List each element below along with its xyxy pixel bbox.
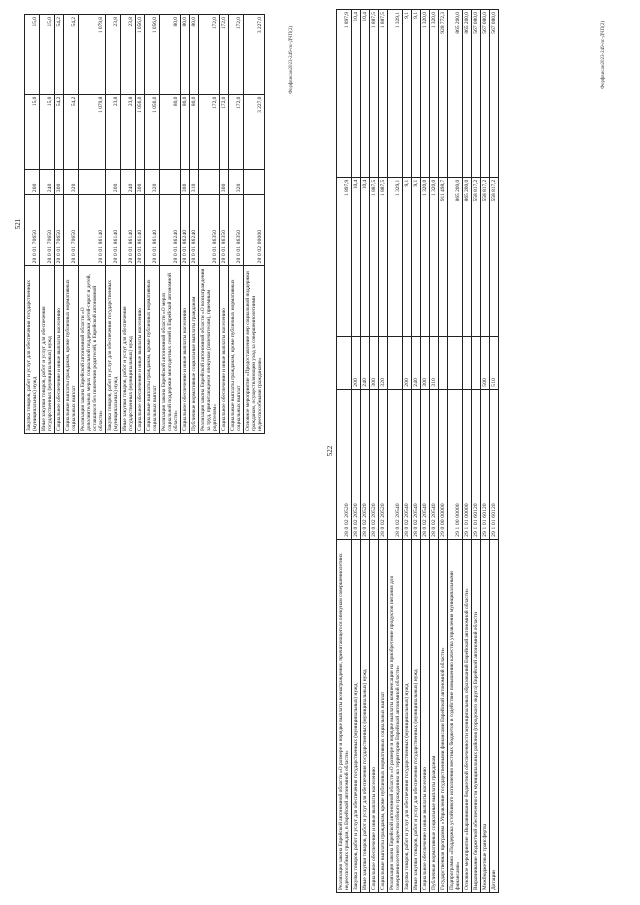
row-amount-1: 172,0 [220,94,229,169]
row-amount-2: 54,2 [55,15,64,95]
row-code: 28 0 01 70650 [64,195,79,266]
row-expense-type [337,336,352,389]
table-row [490,10,499,893]
row-code: 28 0 02 20520 [352,389,361,539]
row-name: Государственная программа «Управление государственными финансами Еврейской автономной области» [439,539,448,892]
row-amount-1: 1 320,0 [421,177,430,336]
row-expense-type: 300 [421,336,430,389]
row-expense-type: 320 [64,170,79,195]
row-name: Реализация закона Еврейской автономной области «О мерах социальной поддержки многодетных семей в Еврейской автономной области» [160,266,181,434]
row-name: Иные закупки товаров, работ и услуг для обеспечения государственных (муниципальных) нужд [412,539,421,892]
row-amount-2: 80,0 [181,15,190,95]
row-expense-type [160,170,181,195]
row-amount-1: 10,4 [361,177,370,336]
row-name: Иные закупки товаров, работ и услуг для обеспечения государственных (муниципальных) нужд [361,539,370,892]
row-code: 29 1 01 60120 [472,389,481,539]
table-row [421,10,430,893]
row-name: Подпрограмма «Поддержка устойчивого исполнения местных бюджетов и содействие повышению качества управления муниципальными финансами» [448,539,463,892]
row-amount-1: 80,0 [190,94,199,169]
table-row [181,15,190,434]
row-name: Закупка товаров, работ и услуг для обеспечения государственных (муниципальных) нужд [106,266,121,434]
table-row [25,15,40,434]
table-row [79,15,106,434]
row-amount-1: 9,1 [412,177,421,336]
row-amount-2: 1 056,0 [145,15,160,95]
row-amount-2: 80,0 [190,15,199,95]
row-amount-2: 172,0 [199,15,220,95]
row-amount-1: 558 817,2 [472,177,481,336]
budget-table [24,14,265,434]
row-amount-1: 1 056,0 [136,94,145,169]
table-row [160,15,181,434]
row-expense-type: 200 [403,336,412,389]
row-amount-1: 23,8 [121,94,136,169]
table-row [463,10,472,893]
table-row [481,10,490,893]
row-amount-1: 1 329,1 [388,177,403,336]
table-row [430,10,439,893]
row-expense-type [388,336,403,389]
row-amount-2: 10,4 [361,10,370,178]
row-code: 28 0 02 20520 [361,389,370,539]
row-name: Закупка товаров, работ и услуг для обеспечения государственных (муниципальных) нужд [403,539,412,892]
row-name: Реализация закона Еврейской автономной области «О вознаграждении за труд, причитающемся опекунам (попечителям), приемным родителям» [199,266,220,434]
row-name: Реализация закона Еврейской автономной области «О дополнительных мерах социальной поддержки детей-сирот и детей, оставшихся без попечения родителей, в Еврейской автономной области» [79,266,106,434]
row-code: 28 0 01 70650 [40,195,55,266]
row-amount-1: 1 897,9 [337,177,352,336]
row-amount-1: 54,2 [55,94,64,169]
row-expense-type: 300 [55,170,64,195]
table-row [244,15,265,434]
table-row [229,15,244,434]
row-expense-type: 300 [220,170,229,195]
row-expense-type: 300 [136,170,145,195]
row-expense-type [244,170,265,195]
table-row [352,10,361,893]
table-row [106,15,121,434]
row-amount-2: 1 056,0 [136,15,145,95]
row-name: Социальное обеспечение и иные выплаты населению [421,539,430,892]
row-name: Основное мероприятие «Предоставление мер социальной поддержки гражданам, осуществляющим уход за совершеннолетними недееспособными гражданами» [244,266,265,434]
table-row [199,15,220,434]
row-amount-2: 80,0 [160,15,181,95]
row-name: Социальные выплаты гражданам, кроме публичных нормативных социальных выплат [379,539,388,892]
row-amount-2: 3 227,0 [244,15,265,95]
row-amount-2: 567 080,0 [472,10,481,178]
row-name: Иные закупки товаров, работ и услуг для обеспечения государственных (муниципальных) нужд [40,266,55,434]
table-row [55,15,64,434]
row-name: Социальные выплаты гражданам, кроме публичных нормативных социальных выплат [229,266,244,434]
row-amount-2: 928 772,3 [439,10,448,178]
row-code: 28 0 02 20540 [388,389,403,539]
footer-code: Форфвисан2023-249-пс-ДЧП(2) [289,26,294,94]
row-amount-2: 15,0 [40,15,55,95]
row-amount-1: 1 079,8 [79,94,106,169]
row-expense-type: 320 [145,170,160,195]
row-expense-type [448,336,463,389]
row-code: 28 0 01 86140 [121,195,136,266]
row-amount-2: 865 200,0 [448,10,463,178]
row-code: 29 1 00 00000 [448,389,463,539]
table-row [448,10,463,893]
row-amount-1: 1 320,0 [430,177,439,336]
row-expense-type: 240 [40,170,55,195]
row-amount-2: 9,1 [412,10,421,178]
row-amount-1: 15,0 [25,94,40,169]
row-amount-1: 1 887,5 [379,177,388,336]
row-name: Закупка товаров, работ и услуг для обеспечения государственных (муниципальных) нужд [25,266,40,434]
row-expense-type: 320 [229,170,244,195]
row-name: Выравнивание бюджетной обеспеченности муниципальных районов (городского округа) Еврейской автономной области [472,539,481,892]
row-amount-1: 172,0 [199,94,220,169]
table-row [121,15,136,434]
row-name: Иные закупки товаров, работ и услуг для обеспечения государственных (муниципальных) нужд [121,266,136,434]
row-amount-2: 1 320,0 [430,10,439,178]
row-amount-1: 911 498,7 [439,177,448,336]
row-amount-2: 567 080,0 [490,10,499,178]
row-name: Социальное обеспечение и иные выплаты населению [136,266,145,434]
row-expense-type: 240 [361,336,370,389]
row-name: Социальное обеспечение и иные выплаты населению [181,266,190,434]
row-amount-2: 1 329,1 [388,10,403,178]
page-number: 522 [326,445,334,457]
row-amount-2: 23,8 [121,15,136,95]
row-name: Основное мероприятие «Выравнивание бюджетной обеспеченности муниципальных образований Еврейской автономной области» [463,539,472,892]
row-amount-2: 567 080,0 [481,10,490,178]
row-name: Социальное обеспечение и иные выплаты населению [370,539,379,892]
row-amount-2: 1 079,8 [79,15,106,95]
row-amount-1: 80,0 [181,94,190,169]
table-row [403,10,412,893]
row-name: Социальные выплаты гражданам, кроме публичных нормативных социальных выплат [64,266,79,434]
row-expense-type: 500 [481,336,490,389]
row-expense-type [439,336,448,389]
table-row [220,15,229,434]
row-code: 29 1 01 60120 [490,389,499,539]
row-amount-1: 865 200,0 [463,177,472,336]
row-code: 28 0 01 86240 [160,195,181,266]
row-amount-1: 80,0 [160,94,181,169]
table-row [472,10,481,893]
row-name: Социальные выплаты гражданам, кроме публичных нормативных социальных выплат [145,266,160,434]
page-521 [8,14,298,434]
row-amount-1: 172,0 [229,94,244,169]
table-row [136,15,145,434]
row-amount-1: 10,4 [352,177,361,336]
row-amount-1: 54,2 [64,94,79,169]
row-code: 28 0 02 20540 [403,389,412,539]
row-amount-1: 558 817,2 [490,177,499,336]
page-522 [320,9,610,893]
table-row [337,10,352,893]
footer-code: Форфвисан2023-249-пс-ДЧП(2) [601,21,606,89]
row-expense-type: 200 [25,170,40,195]
row-amount-2: 1 320,0 [421,10,430,178]
row-name: Социальное обеспечение и иные выплаты населению [55,266,64,434]
row-amount-2: 172,0 [220,15,229,95]
row-code: 28 0 01 86350 [220,195,229,266]
row-amount-2: 54,2 [64,15,79,95]
row-amount-1: 865 200,0 [448,177,463,336]
row-name: Реализация закона Еврейской автономной области «О размере и порядке выплаты компенсации на приобретение продуктов питания для совершеннолетнего недееспособного гражданина на территории Еврейской автономной области» [388,539,403,892]
row-expense-type [199,170,220,195]
row-amount-2: 15,0 [25,15,40,95]
row-expense-type: 240 [121,170,136,195]
row-code: 28 0 01 86140 [136,195,145,266]
row-expense-type: 310 [430,336,439,389]
row-expense-type: 200 [106,170,121,195]
row-code: 28 0 02 20520 [379,389,388,539]
row-code: 29 1 01 00000 [463,389,472,539]
row-amount-1: 1 887,5 [370,177,379,336]
row-code: 28 0 02 00000 [244,195,265,266]
table-row [370,10,379,893]
row-name: Закупка товаров, работ и услуг для обеспечения государственных (муниципальных) нужд [352,539,361,892]
table-row [64,15,79,434]
row-code: 28 0 01 86240 [181,195,190,266]
row-code: 29 1 01 60120 [481,389,490,539]
row-amount-2: 10,4 [352,10,361,178]
table-row [145,15,160,434]
row-amount-2: 1 887,5 [379,10,388,178]
row-amount-2: 23,8 [106,15,121,95]
row-amount-1: 3 227,0 [244,94,265,169]
row-code: 28 0 01 70650 [25,195,40,266]
row-expense-type [463,336,472,389]
table-row [379,10,388,893]
row-code: 28 0 01 86140 [145,195,160,266]
row-amount-2: 9,1 [403,10,412,178]
row-expense-type [472,336,481,389]
budget-table [336,9,499,893]
row-expense-type: 300 [370,336,379,389]
row-code: 29 0 00 00000 [439,389,448,539]
table-row [388,10,403,893]
table-row [412,10,421,893]
row-amount-1: 558 817,2 [481,177,490,336]
row-name: Социальное обеспечение и иные выплаты населению [220,266,229,434]
row-expense-type [79,170,106,195]
row-expense-type: 200 [352,336,361,389]
row-amount-1: 9,1 [403,177,412,336]
row-code: 28 0 01 86350 [199,195,220,266]
row-amount-2: 1 897,9 [337,10,352,178]
row-expense-type: 240 [412,336,421,389]
row-amount-1: 15,0 [40,94,55,169]
row-amount-2: 1 887,5 [370,10,379,178]
row-name: Публичные нормативные социальные выплаты гражданам [190,266,199,434]
row-expense-type: 320 [379,336,388,389]
row-expense-type: 310 [190,170,199,195]
row-code: 28 0 01 86140 [106,195,121,266]
row-code: 28 0 01 86240 [190,195,199,266]
row-amount-1: 1 056,0 [145,94,160,169]
row-name: Реализация закона Еврейской автономной области «О размере и порядке выплаты вознаграждения, причитающегося опекунам совершеннолетних недееспособных граждан, в Еврейской автономной области» [337,539,352,892]
row-code: 28 0 01 86350 [229,195,244,266]
row-code: 28 0 02 20520 [370,389,379,539]
table-row [190,15,199,434]
row-code: 28 0 02 20540 [412,389,421,539]
row-amount-2: 172,0 [229,15,244,95]
row-code: 28 0 02 20540 [421,389,430,539]
row-name: Дотации [490,539,499,892]
row-amount-1: 23,8 [106,94,121,169]
row-expense-type: 510 [490,336,499,389]
table-row [439,10,448,893]
row-expense-type: 300 [181,170,190,195]
row-name: Межбюджетные трансферты [481,539,490,892]
row-code: 28 0 02 20540 [430,389,439,539]
row-code: 28 0 01 70650 [55,195,64,266]
page-number: 521 [14,218,22,230]
row-name: Публичные нормативные социальные выплаты гражданам [430,539,439,892]
row-code: 28 0 02 20520 [337,389,352,539]
row-code: 28 0 01 86140 [79,195,106,266]
table-row [361,10,370,893]
table-row [40,15,55,434]
row-amount-2: 865 200,0 [463,10,472,178]
